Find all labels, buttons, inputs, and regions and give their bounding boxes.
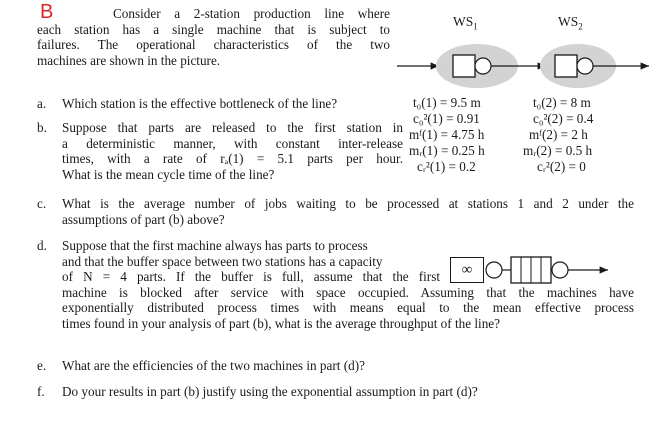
part-b-line: times, with a rate of rₐ(1) = 5.1 parts per hour. bbox=[62, 151, 403, 167]
part-d-diagram bbox=[484, 252, 614, 288]
ws1-mr: mᵣ(1) = 0.25 h bbox=[409, 143, 485, 158]
part-d-line: exponentially distributed process times with means equal to the mean effective process bbox=[62, 300, 634, 316]
intro-line: machines are shown in the picture. bbox=[37, 52, 221, 68]
ws2-t0: t₀(2) = 8 m bbox=[533, 95, 591, 110]
ws1-mf: mᶠ(1) = 4.75 h bbox=[409, 127, 485, 142]
intro-paragraph bbox=[37, 6, 390, 68]
part-f-text: Do your results in part (b) justify using the exponential assumption in part (d)? bbox=[62, 384, 478, 399]
part-b-line: a deterministic manner, with constant inter-release bbox=[62, 135, 403, 151]
d-machine-1-circle bbox=[486, 262, 502, 278]
part-b-text bbox=[62, 120, 403, 182]
part-b-line: What is the mean cycle time of the line? bbox=[62, 166, 275, 182]
part-a-text: Which station is the effective bottleneck of the line? bbox=[62, 96, 338, 111]
part-b-label: b. bbox=[37, 120, 47, 135]
workstation-diagram bbox=[395, 36, 655, 92]
problem-marker: B bbox=[40, 1, 54, 23]
part-c-label: c. bbox=[37, 196, 47, 211]
part-d-line: and that the buffer space between two stations has a capacity bbox=[62, 253, 383, 269]
ws2-cr: cᵣ²(2) = 0 bbox=[537, 159, 586, 174]
part-c-text bbox=[62, 196, 634, 227]
ws2-buffer-box bbox=[555, 55, 577, 77]
ws1-params bbox=[409, 95, 485, 175]
part-a-label: a. bbox=[37, 96, 47, 111]
ws2-mr: mᵣ(2) = 0.5 h bbox=[523, 143, 593, 158]
ws2-machine-circle bbox=[577, 58, 593, 74]
ws1-cr: cᵣ²(1) = 0.2 bbox=[417, 159, 476, 174]
part-d-line: machine is blocked after service with space occupied. Assuming that the machines have bbox=[62, 284, 634, 300]
ws1-machine-circle bbox=[475, 58, 491, 74]
intro-line: Consider a 2-station production line where bbox=[113, 6, 390, 21]
ws1-label: $WS_1$ bbox=[453, 14, 478, 32]
ws2-mf: mᶠ(2) = 2 h bbox=[529, 127, 588, 142]
infinite-buffer-box bbox=[450, 257, 484, 283]
part-d-line: Suppose that the first machine always has parts to process bbox=[62, 238, 368, 253]
infinity-symbol: ∞ bbox=[461, 262, 473, 278]
part-d-label: d. bbox=[37, 238, 47, 253]
ws2-label: $WS_2$ bbox=[558, 14, 583, 32]
ws2-c0: c₀²(2) = 0.4 bbox=[533, 111, 594, 126]
part-e-text: What are the efficiencies of the two machines in part (d)? bbox=[62, 358, 365, 373]
part-c-line: assumptions of part (b) above? bbox=[62, 211, 225, 227]
part-c-line: What is the average number of jobs waiting to be processed at stations 1 and 2 under the bbox=[62, 196, 634, 211]
ws1-t0: t₀(1) = 9.5 m bbox=[413, 95, 481, 110]
part-d-line: of N = 4 parts. If the buffer is full, assume that the first bbox=[62, 269, 440, 285]
part-b-line: Suppose that parts are released to the first station in bbox=[62, 120, 403, 135]
ws1-buffer-box bbox=[453, 55, 475, 77]
part-d-line: times found in your analysis of part (b), what is the average throughput of the line? bbox=[62, 315, 501, 331]
ws2-params bbox=[523, 95, 593, 175]
part-f-label: f. bbox=[37, 384, 45, 399]
part-e-label: e. bbox=[37, 358, 47, 373]
intro-line: each station has a single machine that is subject to bbox=[37, 21, 390, 37]
ws1-c0: c₀²(1) = 0.91 bbox=[413, 111, 480, 126]
d-machine-2-circle bbox=[552, 262, 568, 278]
intro-line: failures. The operational characteristics of the two bbox=[37, 37, 390, 53]
